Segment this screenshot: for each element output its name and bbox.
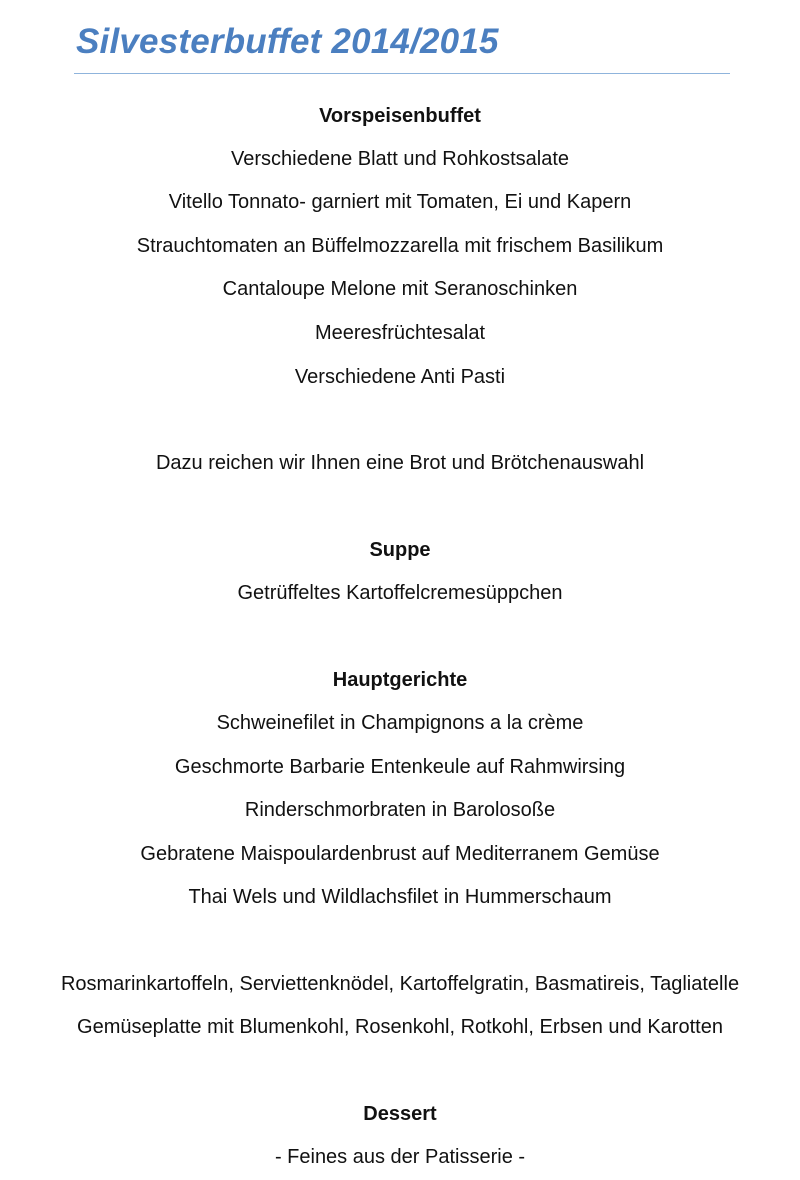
menu-item: - Feines aus der Patisserie - [274,1146,526,1168]
menu-item: Gebratene Maispoulardenbrust auf Mediterranem Gemüse [140,843,660,865]
menu-item: Vitello Tonnato- garniert mit Tomaten, Ei und Kapern [168,191,632,213]
page-title: Silvesterbuffet 2014/2015 [76,22,499,61]
section-heading-dessert: Dessert [363,1103,437,1125]
menu-item: Thai Wels und Wildlachsfilet in Hummerschaum [188,886,612,908]
menu-item: Geschmorte Barbarie Entenkeule auf Rahmwirsing [174,756,626,778]
menu-item: Rinderschmorbraten in Barolosoße [244,799,556,821]
menu-item: Meeresfrüchtesalat [314,322,486,344]
menu-item: Getrüffeltes Kartoffelcremesüppchen [237,582,563,604]
section-heading-suppe: Suppe [369,539,431,561]
vegetable-platter-line: Gemüseplatte mit Blumenkohl, Rosenkohl, Rotkohl, Erbsen und Karotten [77,1016,723,1038]
section-heading-vorspeisen: Vorspeisenbuffet [319,105,481,127]
menu-item: Verschiedene Blatt und Rohkostsalate [231,148,569,170]
menu-item: Schweinefilet in Champignons a la crème [216,712,584,734]
side-dishes-line: Rosmarinkartoffeln, Serviettenknödel, Kartoffelgratin, Basmatireis, Tagliatelle [60,973,740,995]
menu-item: Verschiedene Anti Pasti [294,366,506,388]
menu-item: Cantaloupe Melone mit Seranoschinken [222,278,578,300]
section-heading-hauptgerichte: Hauptgerichte [332,669,468,691]
bread-note: Dazu reichen wir Ihnen eine Brot und Brötchenauswahl [155,452,645,474]
menu-item: Strauchtomaten an Büffelmozzarella mit frischem Basilikum [136,235,664,257]
